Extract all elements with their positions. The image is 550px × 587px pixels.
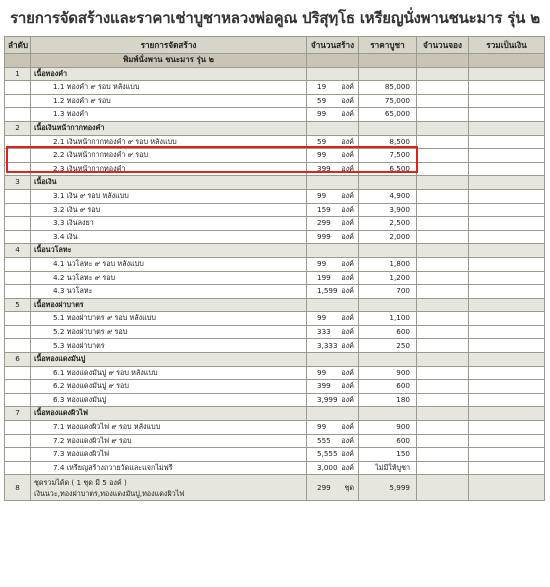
total-cell [469, 325, 545, 339]
header-price: ราคาบูชา [359, 37, 417, 54]
empty-cell [469, 353, 545, 367]
total-cell [469, 203, 545, 217]
item-quantity [307, 149, 359, 163]
item-quantity [307, 380, 359, 394]
empty-cell [469, 67, 545, 81]
empty-cell [5, 135, 31, 149]
empty-cell [359, 298, 417, 312]
quantity-unit: องค์ [341, 109, 354, 119]
quantity-unit: องค์ [341, 326, 354, 336]
quantity-value: 99 [317, 258, 327, 268]
quantity-unit: องค์ [341, 286, 354, 296]
empty-cell [359, 121, 417, 135]
reserved-cell [417, 149, 469, 163]
empty-cell [417, 176, 469, 190]
item-price: 4,900 [359, 189, 417, 203]
quantity-value: 99 [317, 422, 327, 432]
reserved-cell [417, 135, 469, 149]
item-name: 1.3 ทองคำ [31, 108, 307, 122]
total-cell [469, 421, 545, 435]
empty-cell [5, 366, 31, 380]
section-number: 1 [5, 67, 31, 81]
item-row [5, 189, 545, 203]
quantity-value: 99 [317, 190, 327, 200]
item-row [5, 434, 545, 448]
total-cell [469, 393, 545, 407]
item-price: 2,500 [359, 217, 417, 231]
subheader-label: พิมพ์นั่งพาน ชนะมาร รุ่น ๒ [31, 54, 307, 68]
total-cell [469, 461, 545, 475]
section-number: 5 [5, 298, 31, 312]
quantity-value: 3,999 [317, 394, 338, 404]
quantity-unit: องค์ [341, 381, 354, 391]
item-price: 1,200 [359, 271, 417, 285]
empty-cell [5, 339, 31, 353]
empty-cell [5, 380, 31, 394]
item-quantity [307, 108, 359, 122]
total-cell [469, 366, 545, 380]
item-name: 1.1 ทองคำ ๙ รอบ หลังแบบ [31, 81, 307, 95]
reserved-cell [417, 393, 469, 407]
header-reserved: จำนวนจอง [417, 37, 469, 54]
item-name: 4.3 นวโลหะ [31, 285, 307, 299]
total-cell [469, 312, 545, 326]
total-cell [469, 434, 545, 448]
quantity-unit: องค์ [341, 204, 354, 214]
quantity-unit: องค์ [341, 218, 354, 228]
quantity-value: 3,333 [317, 340, 338, 350]
item-price: 150 [359, 448, 417, 462]
header-item: รายการจัดสร้าง [31, 37, 307, 54]
item-price: 6,500 [359, 162, 417, 176]
empty-cell [5, 108, 31, 122]
empty-cell [5, 434, 31, 448]
item-name: 3.4 เงิน [31, 230, 307, 244]
item-quantity [307, 325, 359, 339]
item-row [5, 393, 545, 407]
item-row [5, 271, 545, 285]
total-cell [469, 108, 545, 122]
item-quantity [307, 434, 359, 448]
total-cell [469, 81, 545, 95]
header-total: รวมเป็นเงิน [469, 37, 545, 54]
item-quantity [307, 257, 359, 271]
quantity-unit: องค์ [341, 449, 354, 459]
empty-cell [417, 244, 469, 258]
item-name: 2.1 เงินหน้ากากทองคำ ๙ รอบ หลังแบบ [31, 135, 307, 149]
item-name: 7.3 ทองแดงผิวไฟ [31, 448, 307, 462]
reserved-cell [417, 380, 469, 394]
item-price: 900 [359, 421, 417, 435]
section-name: เนื้อทองคำ [31, 67, 307, 81]
reserved-cell [417, 162, 469, 176]
empty-cell [417, 121, 469, 135]
total-cell [469, 380, 545, 394]
quantity-unit: องค์ [341, 340, 354, 350]
item-price: 600 [359, 380, 417, 394]
item-price: 1,800 [359, 257, 417, 271]
section-name: เนื้อทองฝาบาตร [31, 298, 307, 312]
item-quantity [307, 421, 359, 435]
quantity-value: 99 [317, 313, 327, 323]
item-price: 75,000 [359, 94, 417, 108]
item-name: 1.2 ทองคำ ๙ รอบ [31, 94, 307, 108]
item-row [5, 366, 545, 380]
section-row [5, 67, 545, 81]
item-row [5, 203, 545, 217]
set-row [5, 475, 545, 501]
total-cell [469, 149, 545, 163]
total-cell [469, 230, 545, 244]
section-name: เนื้อนวโลหะ [31, 244, 307, 258]
quantity-value: 99 [317, 367, 327, 377]
empty-cell [469, 121, 545, 135]
section-name: เนื้อทองแดงผิวไฟ [31, 407, 307, 421]
quantity-value: 19 [317, 82, 327, 92]
section-name: เนื้อทองแดงมันปู [31, 353, 307, 367]
item-row [5, 135, 545, 149]
item-quantity [307, 203, 359, 217]
item-row [5, 257, 545, 271]
reserved-cell [417, 285, 469, 299]
quantity-value: 1,599 [317, 286, 338, 296]
empty-cell [469, 176, 545, 190]
item-quantity [307, 189, 359, 203]
quantity-value: 159 [317, 204, 331, 214]
item-price: 600 [359, 434, 417, 448]
quantity-value: 199 [317, 272, 331, 282]
reserved-cell [417, 312, 469, 326]
price-table [4, 36, 545, 501]
reserved-cell [417, 325, 469, 339]
item-price: ไม่มีให้บูชา [359, 461, 417, 475]
item-row [5, 81, 545, 95]
empty-cell [417, 353, 469, 367]
empty-cell [5, 461, 31, 475]
item-price: 3,900 [359, 203, 417, 217]
item-row [5, 108, 545, 122]
section-name: เนื้อเงิน [31, 176, 307, 190]
item-price: 1,100 [359, 312, 417, 326]
header-quantity: จำนวนสร้าง [307, 37, 359, 54]
item-row [5, 217, 545, 231]
page-title: รายการจัดสร้างและราคาเช่าบูชาหลวงพ่อคูณ ปริสุทฺโธ เหรียญนั่งพานชนะมาร รุ่น ๒ [10, 9, 540, 27]
item-row [5, 94, 545, 108]
reserved-cell [417, 257, 469, 271]
empty-cell [307, 244, 359, 258]
item-quantity [307, 393, 359, 407]
empty-cell [5, 149, 31, 163]
set-description [31, 475, 307, 501]
item-quantity [307, 366, 359, 380]
item-quantity [307, 94, 359, 108]
empty-cell [5, 448, 31, 462]
item-quantity [307, 217, 359, 231]
set-number: 8 [5, 475, 31, 501]
section-row [5, 244, 545, 258]
total-cell [469, 135, 545, 149]
item-name: 4.1 นวโลหะ ๙ รอบ หลังแบบ [31, 257, 307, 271]
empty-cell [469, 407, 545, 421]
item-name: 2.3 เงินหน้ากากทองคำ [31, 162, 307, 176]
quantity-unit: องค์ [341, 163, 354, 173]
item-name: 7.4 เหรียญสร้างถวายวัดและแจกไม่ฟรี [31, 461, 307, 475]
section-row [5, 176, 545, 190]
quantity-unit: องค์ [341, 95, 354, 105]
item-price: 700 [359, 285, 417, 299]
quantity-unit: องค์ [341, 367, 354, 377]
total-cell [469, 162, 545, 176]
set-line-2: เงินนวะ,ทองฝาบาตร,ทองแดงมันปู,ทองแดงผิวไฟ [34, 488, 185, 498]
empty-cell [5, 217, 31, 231]
reserved-cell [417, 475, 469, 501]
quantity-unit: องค์ [341, 422, 354, 432]
item-quantity [307, 448, 359, 462]
quantity-value: 299 [317, 482, 331, 492]
empty-cell [307, 121, 359, 135]
item-row [5, 312, 545, 326]
quantity-unit: องค์ [341, 150, 354, 160]
empty-cell [417, 298, 469, 312]
reserved-cell [417, 271, 469, 285]
item-row [5, 230, 545, 244]
quantity-unit: ชุด [344, 482, 354, 492]
empty-cell [469, 298, 545, 312]
item-quantity [307, 339, 359, 353]
item-name: 6.2 ทองแดงมันปู ๙ รอบ [31, 380, 307, 394]
empty-cell [307, 298, 359, 312]
item-row [5, 448, 545, 462]
reserved-cell [417, 421, 469, 435]
item-row [5, 325, 545, 339]
empty-cell [359, 67, 417, 81]
empty-cell [359, 244, 417, 258]
item-price: 7,500 [359, 149, 417, 163]
empty-cell [5, 189, 31, 203]
subheader-row [5, 54, 545, 68]
quantity-unit: องค์ [341, 272, 354, 282]
quantity-value: 5,555 [317, 449, 338, 459]
reserved-cell [417, 217, 469, 231]
empty-cell [5, 81, 31, 95]
section-number: 6 [5, 353, 31, 367]
item-price: 600 [359, 325, 417, 339]
empty-cell [359, 353, 417, 367]
section-number: 2 [5, 121, 31, 135]
quantity-unit: องค์ [341, 313, 354, 323]
total-cell [469, 448, 545, 462]
quantity-value: 99 [317, 150, 327, 160]
empty-cell [5, 257, 31, 271]
item-name: 3.3 เงินลงยา [31, 217, 307, 231]
quantity-value: 399 [317, 381, 331, 391]
empty-cell [307, 353, 359, 367]
reserved-cell [417, 81, 469, 95]
item-quantity [307, 461, 359, 475]
quantity-value: 555 [317, 435, 331, 445]
empty-cell [307, 176, 359, 190]
quantity-value: 299 [317, 218, 331, 228]
section-row [5, 353, 545, 367]
empty-cell [5, 325, 31, 339]
reserved-cell [417, 189, 469, 203]
empty-cell [5, 393, 31, 407]
section-row [5, 298, 545, 312]
table-header-row [5, 37, 545, 54]
reserved-cell [417, 461, 469, 475]
empty-cell [5, 312, 31, 326]
item-name: 2.2 เงินหน้ากากทองคำ ๙ รอบ [31, 149, 307, 163]
item-name: 4.2 นวโลหะ ๙ รอบ [31, 271, 307, 285]
empty-cell [5, 94, 31, 108]
item-name: 5.3 ทองฝาบาตร [31, 339, 307, 353]
section-row [5, 407, 545, 421]
empty-cell [5, 230, 31, 244]
item-name: 6.3 ทองแดงมันปู [31, 393, 307, 407]
item-name: 6.1 ทองแดงมันปู ๙ รอบ หลังแบบ [31, 366, 307, 380]
set-price: 5,999 [359, 475, 417, 501]
section-number: 4 [5, 244, 31, 258]
empty-cell [5, 285, 31, 299]
reserved-cell [417, 339, 469, 353]
empty-cell [359, 407, 417, 421]
empty-cell [5, 271, 31, 285]
empty-cell [417, 67, 469, 81]
item-price: 180 [359, 393, 417, 407]
reserved-cell [417, 108, 469, 122]
total-cell [469, 339, 545, 353]
item-price: 250 [359, 339, 417, 353]
set-quantity [307, 475, 359, 501]
empty-cell [469, 244, 545, 258]
quantity-value: 333 [317, 326, 331, 336]
item-price: 900 [359, 366, 417, 380]
reserved-cell [417, 94, 469, 108]
item-name: 5.1 ทองฝาบาตร ๙ รอบ หลังแบบ [31, 312, 307, 326]
item-row [5, 149, 545, 163]
item-name: 7.1 ทองแดงผิวไฟ ๙ รอบ หลังแบบ [31, 421, 307, 435]
item-row [5, 285, 545, 299]
set-line-1: ชุดรวมได้ด ( 1 ชุด มี 5 องค์ ) [34, 477, 127, 487]
item-quantity [307, 285, 359, 299]
section-number: 7 [5, 407, 31, 421]
item-row [5, 380, 545, 394]
total-cell [469, 475, 545, 501]
item-row [5, 421, 545, 435]
quantity-unit: องค์ [341, 258, 354, 268]
quantity-value: 3,000 [317, 462, 338, 472]
item-name: 3.1 เงิน ๙ รอบ หลังแบบ [31, 189, 307, 203]
reserved-cell [417, 230, 469, 244]
section-number: 3 [5, 176, 31, 190]
quantity-unit: องค์ [341, 82, 354, 92]
quantity-value: 99 [317, 109, 327, 119]
item-quantity [307, 135, 359, 149]
quantity-value: 999 [317, 231, 331, 241]
empty-cell [5, 203, 31, 217]
empty-cell [359, 176, 417, 190]
item-row [5, 461, 545, 475]
item-quantity [307, 162, 359, 176]
quantity-value: 59 [317, 136, 327, 146]
reserved-cell [417, 448, 469, 462]
item-name: 3.2 เงิน ๙ รอบ [31, 203, 307, 217]
empty-cell [5, 162, 31, 176]
total-cell [469, 189, 545, 203]
quantity-unit: องค์ [341, 190, 354, 200]
item-row [5, 339, 545, 353]
empty-cell [5, 421, 31, 435]
empty-cell [307, 407, 359, 421]
quantity-unit: องค์ [341, 462, 354, 472]
quantity-unit: องค์ [341, 136, 354, 146]
item-price: 85,000 [359, 81, 417, 95]
total-cell [469, 285, 545, 299]
item-price: 2,000 [359, 230, 417, 244]
item-name: 7.2 ทองแดงผิวไฟ ๙ รอบ [31, 434, 307, 448]
total-cell [469, 94, 545, 108]
total-cell [469, 271, 545, 285]
quantity-value: 399 [317, 163, 331, 173]
item-price: 8,500 [359, 135, 417, 149]
item-quantity [307, 271, 359, 285]
quantity-unit: องค์ [341, 394, 354, 404]
reserved-cell [417, 434, 469, 448]
empty-cell [417, 407, 469, 421]
header-no: ลำดับ [5, 37, 31, 54]
item-quantity [307, 312, 359, 326]
total-cell [469, 257, 545, 271]
item-quantity [307, 230, 359, 244]
reserved-cell [417, 203, 469, 217]
quantity-unit: องค์ [341, 231, 354, 241]
reserved-cell [417, 366, 469, 380]
quantity-value: 59 [317, 95, 327, 105]
item-quantity [307, 81, 359, 95]
section-row [5, 121, 545, 135]
item-row [5, 162, 545, 176]
quantity-unit: องค์ [341, 435, 354, 445]
item-price: 65,000 [359, 108, 417, 122]
item-name: 5.2 ทองฝาบาตร ๙ รอบ [31, 325, 307, 339]
empty-cell [307, 67, 359, 81]
total-cell [469, 217, 545, 231]
section-name: เนื้อเงินหน้ากากทองคำ [31, 121, 307, 135]
